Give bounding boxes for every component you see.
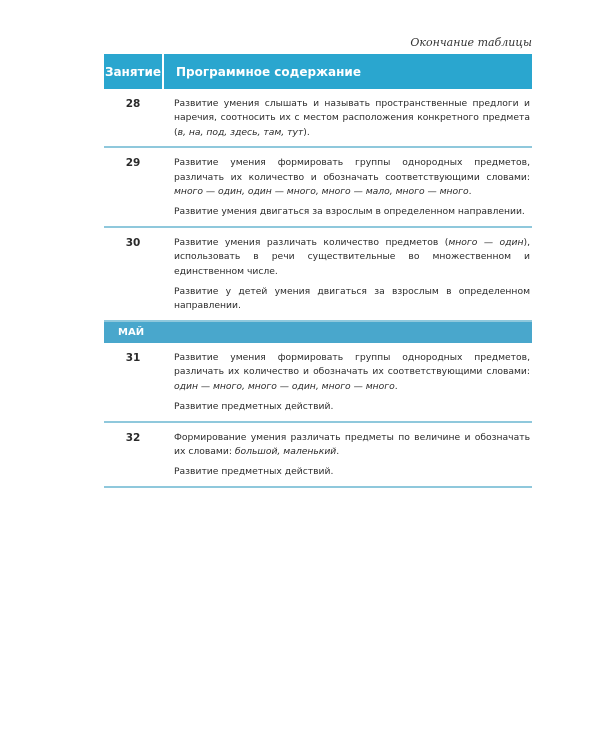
program-content: [162, 236, 532, 314]
section-may: МАЙ: [104, 322, 532, 343]
content-paragraph: [174, 400, 530, 414]
text-segment: Формирование умения различать предметы по величине и обозначать их словами:: [174, 431, 530, 457]
text-segment: .: [394, 380, 398, 392]
italic-text: много — один: [448, 236, 524, 248]
content-paragraph: [174, 351, 530, 394]
rows-group-a: [104, 89, 532, 322]
lesson-number: 29: [125, 157, 141, 170]
program-content: [162, 431, 532, 480]
content-paragraph: [174, 97, 530, 140]
italic-text: много — один, один — много, много — мало, много — много: [174, 186, 469, 198]
text-segment: Развитие умения формировать группы однородных предметов, различать их количество и обозначать их соответствующими словами:: [174, 351, 530, 378]
text-segment: ), использовать в речи существительные во множественном и единственном числе.: [174, 236, 530, 277]
text-segment: .: [468, 186, 472, 198]
content-paragraph: [174, 236, 530, 279]
text-segment: Развитие умения слышать и называть пространственные предлоги и наречия, соотносить их с местом расположения конкретного предмета (: [174, 98, 530, 138]
lesson-table: [104, 54, 532, 488]
content-paragraph: [174, 465, 530, 479]
text-segment: Развитие у детей умения двигаться за взрослым в определенном направлении.: [174, 286, 530, 312]
italic-text: один — много, много — один, много — много: [174, 380, 395, 392]
lesson-number: 31: [125, 351, 141, 364]
table-row: [104, 228, 532, 322]
program-content: [162, 156, 532, 220]
table-header: [104, 54, 532, 89]
table-row: [104, 423, 532, 488]
content-paragraph: [174, 156, 530, 199]
italic-text: большой, маленький: [234, 445, 337, 457]
lesson-number: 32: [125, 431, 141, 444]
content-paragraph: [174, 205, 530, 219]
content-paragraph: [174, 285, 530, 314]
table-row: [104, 343, 532, 423]
program-content: [162, 97, 532, 140]
table-continuation-caption: Окончание таблицы: [410, 36, 532, 49]
program-content: [162, 351, 532, 415]
lesson-number: 28: [125, 98, 141, 110]
text-segment: Развитие предметных действий.: [174, 466, 334, 478]
table-row: [104, 89, 532, 148]
table-row: [104, 148, 532, 228]
content-paragraph: [174, 431, 530, 460]
text-segment: Развитие умения формировать группы однородных предметов, различать их количество и обозначать соответствующими словами:: [174, 157, 530, 183]
header-program-content: Программное содержание: [176, 64, 361, 79]
header-lesson: Занятие: [104, 54, 164, 89]
text-segment: Развитие предметных действий.: [174, 401, 334, 413]
text-segment: ).: [303, 126, 310, 138]
rows-group-b: [104, 343, 532, 488]
text-segment: .: [336, 445, 340, 457]
text-segment: Развитие умения двигаться за взрослым в определенном направлении.: [174, 206, 525, 218]
italic-text: в, на, под, здесь, там, тут: [177, 126, 304, 138]
lesson-number: 30: [125, 236, 141, 249]
text-segment: Развитие умения различать количество предметов (: [174, 236, 449, 248]
